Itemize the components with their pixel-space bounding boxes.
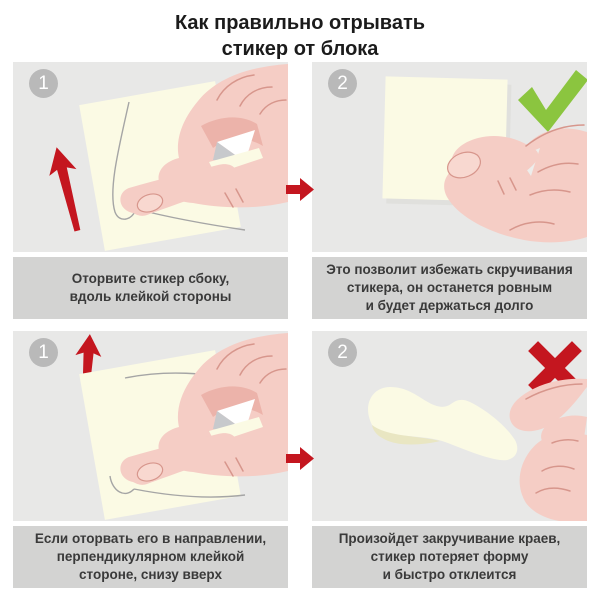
step-number-badge: 2	[328, 338, 357, 367]
arrow-up-icon	[43, 144, 91, 234]
infographic-title	[0, 10, 600, 62]
caption-line: перпендикулярном клейкой	[56, 549, 245, 565]
tear-upward-illustration	[13, 331, 288, 521]
step-number-badge: 2	[328, 69, 357, 98]
flat-sticker-illustration	[312, 62, 587, 252]
arrow-right-icon	[286, 447, 314, 470]
caption-line: и будет держаться долго	[365, 297, 534, 313]
caption-line: стороне, снизу вверх	[79, 566, 222, 582]
caption-line: Оторвите стикер сбоку,	[71, 271, 230, 287]
panel-tear-sideways	[13, 62, 288, 319]
panel-result-wrong	[312, 331, 587, 588]
caption-line: вдоль клейкой стороны	[69, 289, 232, 304]
step-number-badge: 1	[29, 69, 58, 98]
caption-line: Произойдет закручивание краев,	[338, 531, 561, 547]
caption-line: и быстро отклеится	[382, 566, 517, 582]
caption-line: Если оторвать его в направлении,	[34, 531, 267, 547]
title-line-1: Как правильно отрывать	[174, 12, 426, 34]
panel-result-correct	[312, 62, 587, 319]
curled-sticker-illustration	[312, 331, 587, 521]
panel-tear-upward	[13, 331, 288, 588]
arrow-right-icon	[286, 178, 314, 201]
title-line-2: стикер от блока	[221, 38, 379, 60]
step-number-badge: 1	[29, 338, 58, 367]
panel-caption	[312, 257, 587, 319]
caption-line: стикер потеряет форму	[370, 549, 529, 565]
caption-line: Это позволит избежать скручивания	[326, 262, 573, 278]
check-icon	[518, 70, 587, 132]
panel-caption	[13, 257, 288, 319]
caption-line: стикера, он останется ровным	[346, 280, 553, 296]
panel-caption	[312, 526, 587, 588]
curled-sticker-shape	[368, 387, 517, 460]
panel-caption	[13, 526, 288, 588]
tear-sideways-illustration	[13, 62, 288, 252]
